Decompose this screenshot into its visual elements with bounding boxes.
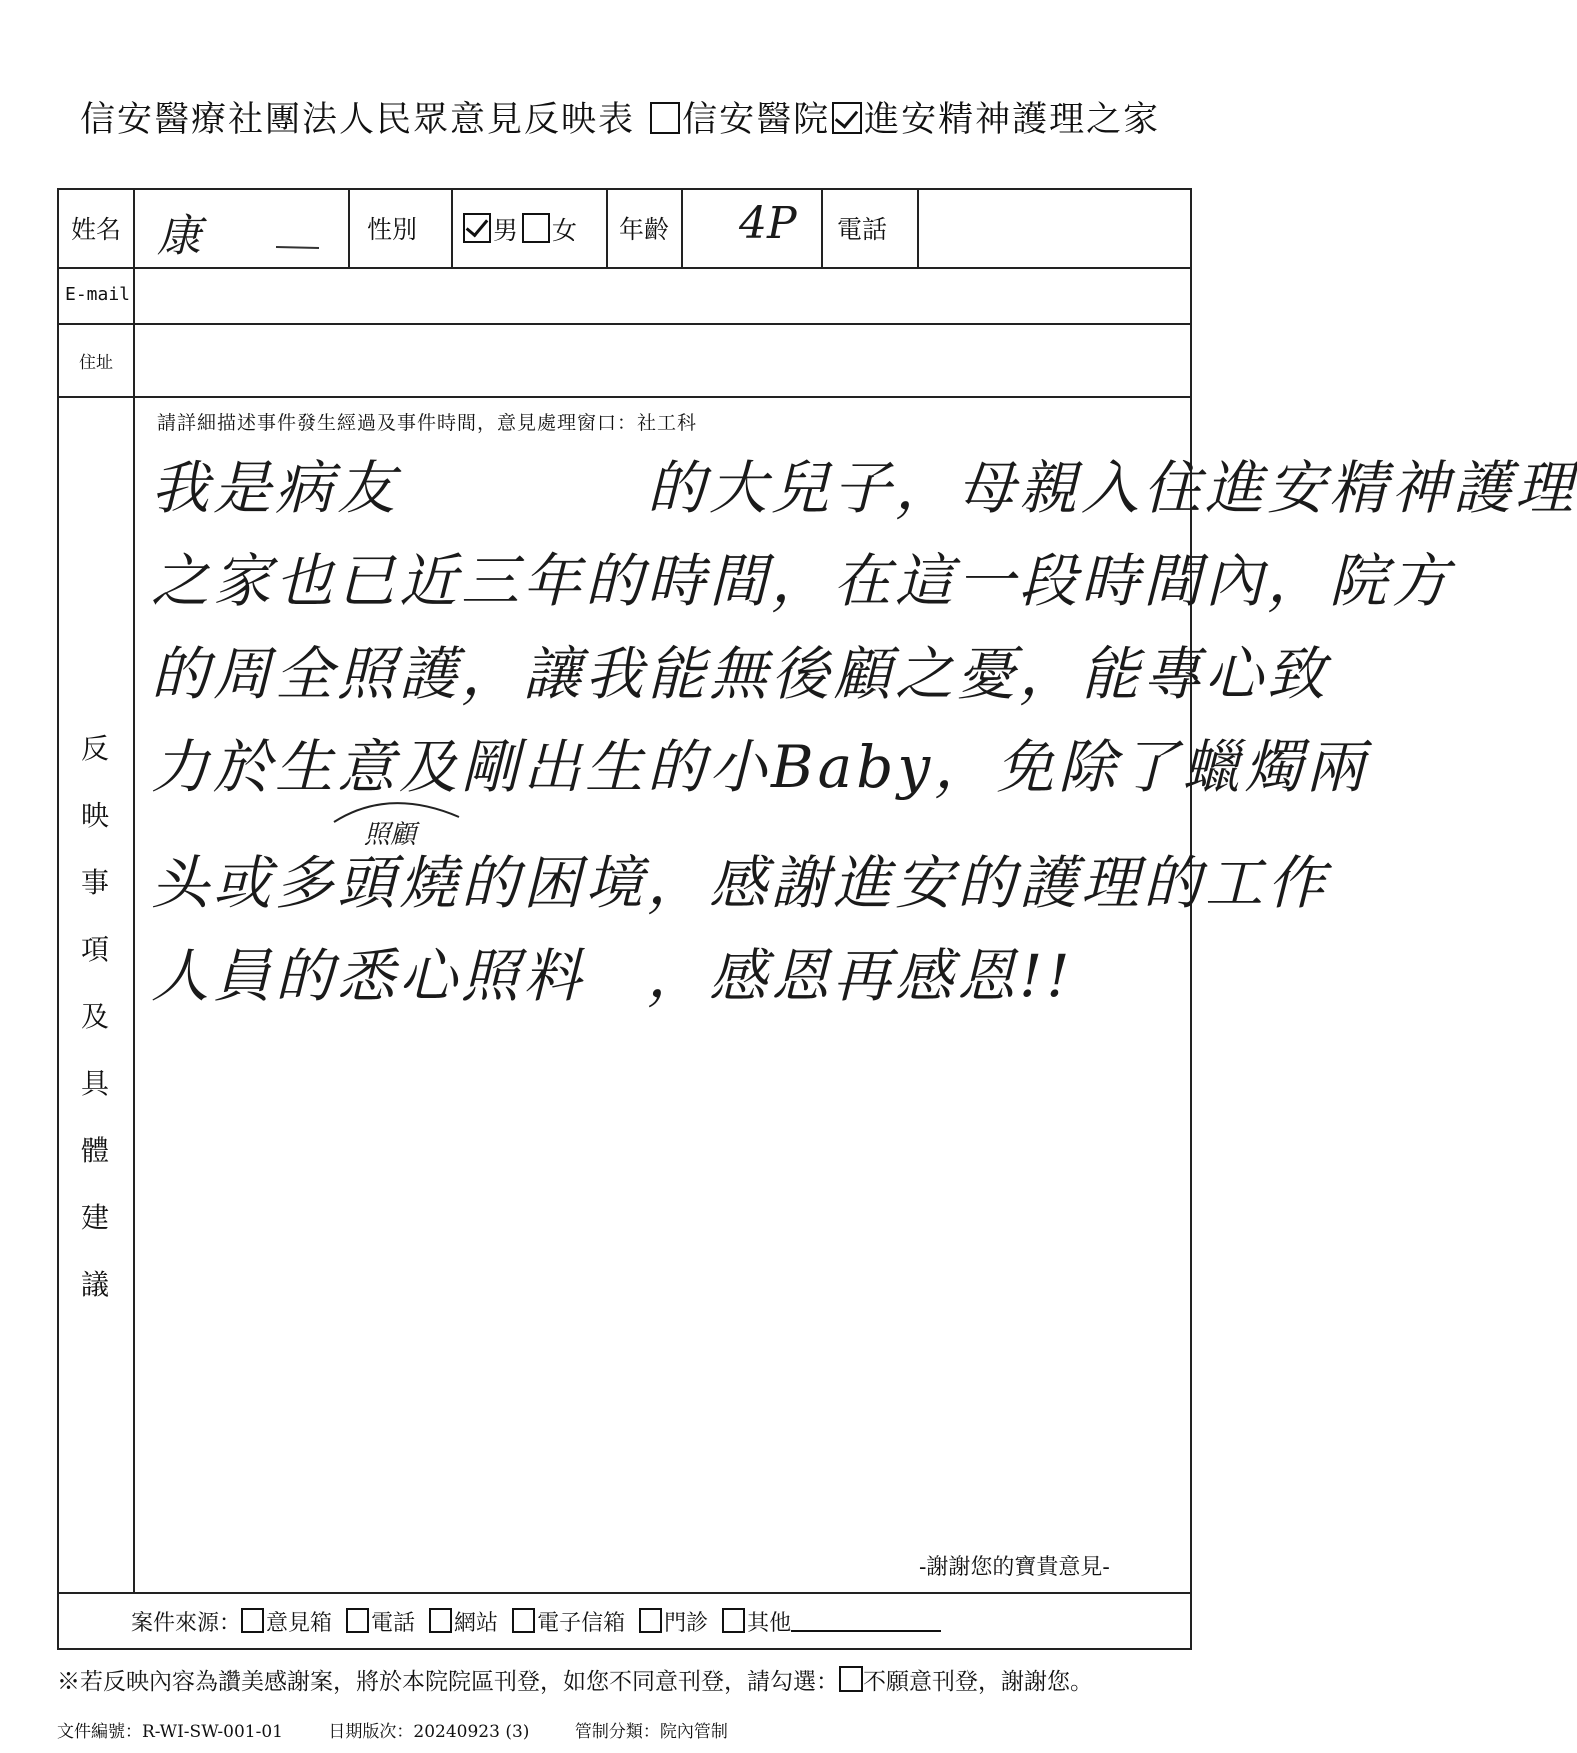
hospital-checkbox[interactable] bbox=[650, 102, 680, 134]
handwritten-line: 力於生意及剛出生的小Baby，免除了蠟燭兩 bbox=[151, 733, 1369, 801]
row-divider bbox=[59, 1592, 1190, 1594]
document-footer bbox=[57, 1717, 768, 1742]
col-divider bbox=[606, 190, 608, 267]
source-option: 電子信箱 bbox=[537, 1611, 626, 1636]
handwritten-insert: 照顧 bbox=[364, 820, 417, 850]
name-redaction-mark bbox=[274, 242, 324, 252]
source-checkbox-other[interactable] bbox=[722, 1608, 745, 1633]
source-checkbox-phone[interactable] bbox=[346, 1608, 369, 1633]
col-divider bbox=[681, 190, 683, 267]
insert-caret-mark bbox=[329, 787, 469, 827]
feedback-label-char: 映 bbox=[80, 799, 109, 832]
email-field[interactable] bbox=[139, 270, 1184, 320]
hospital-label: 信安醫院 bbox=[682, 100, 831, 140]
address-field[interactable] bbox=[139, 326, 1184, 392]
col-divider bbox=[917, 190, 919, 267]
publish-note-ending: ，謝謝您。 bbox=[978, 1669, 1093, 1695]
source-checkbox-clinic[interactable] bbox=[639, 1608, 662, 1633]
address-label: 住址 bbox=[79, 353, 113, 373]
case-source-row bbox=[131, 1606, 955, 1637]
male-checkbox[interactable] bbox=[463, 213, 491, 243]
handwritten-line: 头或多頭燒的困境，感謝進安的護理的工作 bbox=[151, 849, 1330, 917]
no-publish-checkbox[interactable] bbox=[839, 1666, 863, 1692]
email-label: E-mail bbox=[65, 284, 131, 305]
feedback-section-label bbox=[75, 715, 115, 1318]
source-checkbox-website[interactable] bbox=[429, 1608, 452, 1633]
handwritten-line: 人員的悉心照料 ，感恩再感恩!! bbox=[151, 942, 1074, 1010]
handwritten-line: 的周全照護，讓我能無後顧之憂，能專心致 bbox=[151, 640, 1330, 708]
name-value[interactable]: 康 bbox=[157, 211, 201, 262]
source-checkbox-suggestion-box[interactable] bbox=[241, 1608, 264, 1633]
handwritten-line: 之家也已近三年的時間，在這一段時間內，院方 bbox=[151, 547, 1454, 615]
feedback-label-char: 具 bbox=[80, 1067, 109, 1100]
phone-label: 電話 bbox=[837, 215, 888, 244]
publish-note bbox=[57, 1663, 1093, 1696]
row-divider bbox=[59, 323, 1190, 325]
no-publish-label: 不願意刊登 bbox=[863, 1669, 978, 1695]
source-option: 意見箱 bbox=[266, 1611, 333, 1636]
female-label: 女 bbox=[552, 216, 578, 245]
source-option: 其他 bbox=[747, 1611, 792, 1636]
document-number: 文件編號：R-WI-SW-001-01 bbox=[57, 1722, 283, 1742]
female-checkbox[interactable] bbox=[522, 213, 550, 243]
nursing-home-label: 進安精神護理之家 bbox=[864, 100, 1161, 140]
gender-label: 性別 bbox=[367, 215, 418, 244]
form-title-text: 信安醫療社團法人民眾意見反映表 bbox=[80, 100, 636, 140]
col-divider bbox=[133, 190, 135, 1592]
feedback-label-char: 體 bbox=[80, 1134, 109, 1167]
feedback-text-area[interactable] bbox=[139, 442, 1577, 1532]
feedback-form bbox=[57, 188, 1577, 1650]
col-divider bbox=[451, 190, 453, 267]
col-divider bbox=[821, 190, 823, 267]
phone-value[interactable] bbox=[929, 195, 1184, 263]
document-control: 管制分類：院內管制 bbox=[574, 1722, 728, 1742]
feedback-label-char: 反 bbox=[80, 732, 109, 765]
source-option: 電話 bbox=[371, 1611, 416, 1636]
nursing-home-checkbox[interactable] bbox=[832, 102, 862, 134]
feedback-label-char: 議 bbox=[80, 1268, 109, 1301]
handwritten-line: 我是病友 的大兒子，母親入住進安精神護理 bbox=[151, 454, 1577, 522]
age-value[interactable]: 4P bbox=[739, 198, 797, 249]
feedback-instruction: 請詳細描述事件發生經過及事件時間，意見處理窗口：社工科 bbox=[157, 412, 698, 434]
name-label: 姓名 bbox=[71, 215, 122, 244]
male-label: 男 bbox=[493, 216, 519, 245]
feedback-label-char: 事 bbox=[80, 866, 109, 899]
row-divider bbox=[59, 396, 1190, 398]
other-source-blank[interactable] bbox=[791, 1610, 941, 1632]
age-label: 年齡 bbox=[619, 215, 670, 244]
feedback-label-char: 項 bbox=[80, 933, 109, 966]
source-option: 網站 bbox=[454, 1611, 499, 1636]
feedback-label-char: 建 bbox=[80, 1201, 109, 1234]
form-title bbox=[80, 92, 1160, 142]
thanks-text: -謝謝您的寶貴意見- bbox=[919, 1555, 1110, 1580]
document-version: 日期版次：20240923 (3) bbox=[328, 1722, 530, 1742]
gender-options bbox=[463, 211, 577, 247]
col-divider bbox=[348, 190, 350, 267]
source-option: 門診 bbox=[664, 1611, 709, 1636]
row-divider bbox=[59, 267, 1190, 269]
publish-note-text: ※若反映內容為讚美感謝案，將於本院院區刊登，如您不同意刊登，請勾選： bbox=[57, 1669, 839, 1695]
feedback-label-char: 及 bbox=[80, 1000, 109, 1033]
case-source-label: 案件來源： bbox=[131, 1611, 242, 1636]
source-checkbox-email[interactable] bbox=[512, 1608, 535, 1633]
